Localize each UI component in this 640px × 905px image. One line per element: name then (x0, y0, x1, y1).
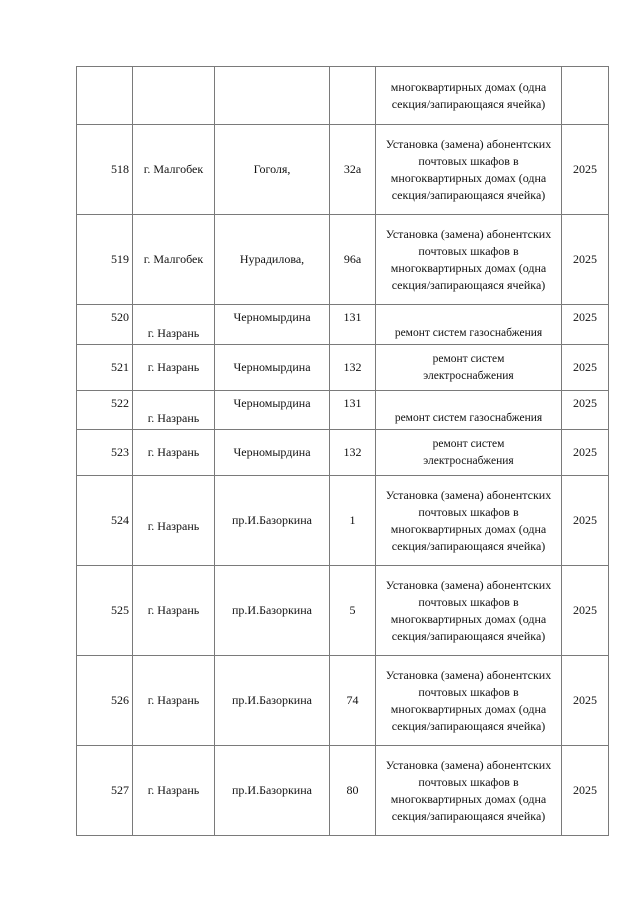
street-cell: Черномырдина (215, 345, 330, 391)
row-number: 520 (77, 305, 133, 345)
house-cell: 5 (330, 566, 376, 656)
house-cell: 131 (330, 391, 376, 430)
street-cell: Гоголя, (215, 125, 330, 215)
table-row (77, 67, 609, 125)
work-type-cell: многоквартирных домах (одна секция/запирающаяся ячейка) (376, 67, 562, 125)
year-cell: 2025 (562, 345, 609, 391)
house-cell: 96а (330, 215, 376, 305)
city-cell: г. Назрань (133, 391, 215, 430)
work-type-cell: Установка (замена) абонентских почтовых шкафов в многоквартирных домах (одна секция/запирающаяся ячейка) (376, 476, 562, 566)
table-row (77, 476, 609, 566)
repair-schedule-table (76, 66, 609, 836)
city-cell: г. Назрань (133, 566, 215, 656)
work-type-cell: Установка (замена) абонентских почтовых шкафов в многоквартирных домах (одна секция/запирающаяся ячейка) (376, 746, 562, 836)
street-cell: Черномырдина (215, 305, 330, 345)
work-type-cell: ремонт систем электроснабжения (376, 345, 562, 391)
row-number: 527 (77, 746, 133, 836)
row-number: 523 (77, 430, 133, 476)
work-type-cell: Установка (замена) абонентских почтовых шкафов в многоквартирных домах (одна секция/запирающаяся ячейка) (376, 125, 562, 215)
year-cell: 2025 (562, 656, 609, 746)
street-cell: пр.И.Базоркина (215, 566, 330, 656)
table-row (77, 566, 609, 656)
street-cell (215, 67, 330, 125)
row-number (77, 67, 133, 125)
house-cell (330, 67, 376, 125)
year-cell: 2025 (562, 476, 609, 566)
work-type-cell: ремонт систем газоснабжения (376, 305, 562, 345)
city-cell: г. Назрань (133, 345, 215, 391)
row-number: 518 (77, 125, 133, 215)
work-type-cell: ремонт систем электроснабжения (376, 430, 562, 476)
table-row (77, 215, 609, 305)
work-type-cell: ремонт систем газоснабжения (376, 391, 562, 430)
city-cell: г. Назрань (133, 430, 215, 476)
city-cell: г. Назрань (133, 476, 215, 566)
city-cell: г. Назрань (133, 746, 215, 836)
city-cell (133, 67, 215, 125)
street-cell: пр.И.Базоркина (215, 656, 330, 746)
row-number: 525 (77, 566, 133, 656)
year-cell: 2025 (562, 125, 609, 215)
year-cell: 2025 (562, 746, 609, 836)
year-cell: 2025 (562, 391, 609, 430)
street-cell: пр.И.Базоркина (215, 746, 330, 836)
row-number: 519 (77, 215, 133, 305)
city-cell: г. Малгобек (133, 125, 215, 215)
house-cell: 1 (330, 476, 376, 566)
house-cell: 132 (330, 430, 376, 476)
work-type-cell: Установка (замена) абонентских почтовых шкафов в многоквартирных домах (одна секция/запирающаяся ячейка) (376, 656, 562, 746)
table-row (77, 305, 609, 345)
street-cell: Нурадилова, (215, 215, 330, 305)
house-cell: 132 (330, 345, 376, 391)
house-cell: 32а (330, 125, 376, 215)
house-cell: 74 (330, 656, 376, 746)
table-row (77, 746, 609, 836)
street-cell: Черномырдина (215, 391, 330, 430)
table-row (77, 125, 609, 215)
city-cell: г. Малгобек (133, 215, 215, 305)
year-cell: 2025 (562, 305, 609, 345)
house-cell: 80 (330, 746, 376, 836)
year-cell: 2025 (562, 430, 609, 476)
year-cell: 2025 (562, 566, 609, 656)
table-row (77, 430, 609, 476)
row-number: 522 (77, 391, 133, 430)
table-row (77, 345, 609, 391)
row-number: 526 (77, 656, 133, 746)
work-type-cell: Установка (замена) абонентских почтовых шкафов в многоквартирных домах (одна секция/запирающаяся ячейка) (376, 566, 562, 656)
street-cell: Черномырдина (215, 430, 330, 476)
row-number: 521 (77, 345, 133, 391)
work-type-cell: Установка (замена) абонентских почтовых шкафов в многоквартирных домах (одна секция/запирающаяся ячейка) (376, 215, 562, 305)
table-row (77, 391, 609, 430)
table-row (77, 656, 609, 746)
city-cell: г. Назрань (133, 656, 215, 746)
street-cell: пр.И.Базоркина (215, 476, 330, 566)
city-cell: г. Назрань (133, 305, 215, 345)
year-cell: 2025 (562, 215, 609, 305)
year-cell (562, 67, 609, 125)
row-number: 524 (77, 476, 133, 566)
house-cell: 131 (330, 305, 376, 345)
